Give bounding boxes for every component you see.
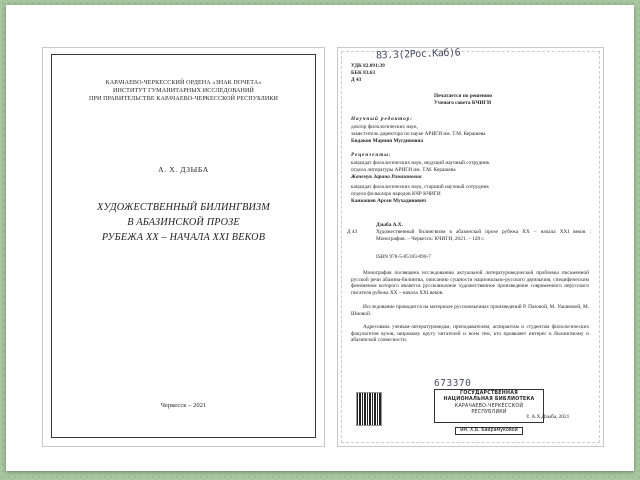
stamp-line-2: НАЦИОНАЛЬНАЯ БИБЛИОТЕКА — [443, 397, 535, 403]
biblio-description: Художественный билингвизм в абазинской прозе рубежа XX – начала XXI веков : Монография. – Черкесск: КЧИГИ, 2021. – 128 с. — [376, 229, 591, 242]
org-line-1: КАРАЧАЕВО-ЧЕРКЕССКИЙ ОРДЕНА «ЗНАК ПОЧЕТА» — [105, 80, 262, 86]
author-name: А. Х. ДЗЫБА — [158, 165, 209, 174]
book-title-line-1: ХУДОЖЕСТВЕННЫЙ БИЛИНГВИЗМ — [97, 202, 270, 213]
editor-line-2: заместитель директора по науке АРИГИ им. Т.М. Керашева — [351, 131, 486, 137]
book-title-line-2: В АБАЗИНСКОЙ ПРОЗЕ — [127, 217, 240, 228]
abstract-paragraph-1: Монография посвящена исследованию актуальной литературоведческой проблемы письменной русской речи абазина-билингва, описанию сущности национально-русского двуязычия, специфическим феноменом которого является русскоязычное художественное произведение современного нерусского писателя рубежа XX – начала XXI веков. — [351, 270, 589, 296]
abstract-paragraph-2: Исследование проводится на материале русскоязычных произведений Р. Пазовой, М. Ушановой, М. Шиовой. — [351, 304, 589, 317]
decision-line-1: Печатается по решению — [434, 93, 493, 99]
stamp-library-name: им. Х.Б. Байрамуковой — [455, 427, 522, 435]
reviewer1-name: Жачемук Зарина Рамазановна — [351, 174, 422, 180]
udk-code: УДК 82.091:39 — [351, 63, 385, 69]
book-spread-frame — [6, 5, 634, 471]
isbn: ISBN 978-5-85183-090-7 — [376, 254, 431, 260]
editor-heading: Научный редактор: — [351, 116, 413, 122]
reviewer1-line-2: отдела литературы АРИГИ им. Т.М. Керашева — [351, 167, 456, 173]
title-page-border — [51, 54, 316, 438]
copyright: © А.Х.Дзыба, 2021 — [526, 414, 570, 420]
reviewer2-line-2: отдела фольклора народов КЧР КЧИГИ — [351, 191, 441, 197]
stamp-line-1: ГОСУДАРСТВЕННАЯ — [459, 391, 518, 396]
stamp-line-4: РЕСПУБЛИКИ — [471, 409, 507, 415]
biblio-code: Д 43 — [347, 229, 358, 235]
inventory-number: 673370 — [434, 378, 472, 389]
org-line-3: ПРИ ПРАВИТЕЛЬСТВЕ КАРАЧАЕВО-ЧЕРКЕССКОЙ РЕСПУБЛИКИ — [88, 96, 279, 102]
city-year: Черкесск – 2021 — [160, 402, 207, 409]
imprint-page — [337, 47, 604, 447]
reviewer2-line-1: кандидат филологических наук, старший научный сотрудник — [351, 184, 489, 190]
decision-line-2: Ученого совета КЧИГИ — [434, 100, 492, 106]
author-mark: Д 43 — [351, 77, 362, 83]
reviewers-heading: Рецензенты: — [351, 152, 392, 158]
bbk-code: ББК 83.63 — [351, 70, 376, 76]
barcode-image — [356, 392, 382, 426]
stamp-line-3: КАРАЧАЕВО-ЧЕРКЕССКОЙ — [454, 403, 524, 409]
book-title-line-3: РУБЕЖА XX – НАЧАЛА XXI ВЕКОВ — [101, 232, 266, 243]
abstract-paragraph-3: Адресована ученым-литературоведам, преподавателям, аспирантам и студентам филологических факультетов вузов, широкому кругу читателей и всем тем, кто проявляет интерес к билингвизму и абазинской словесности. — [351, 324, 589, 344]
biblio-author: Дзыба А.Х. — [376, 222, 403, 228]
org-line-2: ИНСТИТУТ ГУМАНИТАРНЫХ ИССЛЕДОВАНИЙ — [112, 88, 255, 94]
title-page — [42, 47, 325, 447]
editor-line-1: доктор филологических наук, — [351, 124, 418, 130]
reviewer2-name: Канкошев Арсен Мухадинович — [351, 198, 427, 204]
handwritten-classification: 83.3(2Рос.Каб)6 — [375, 47, 461, 62]
editor-name: Бидаков Мариия Мугдиновна — [351, 138, 424, 144]
reviewer1-line-1: кандидат филологических наук, ведущий научный сотрудник — [351, 160, 490, 166]
